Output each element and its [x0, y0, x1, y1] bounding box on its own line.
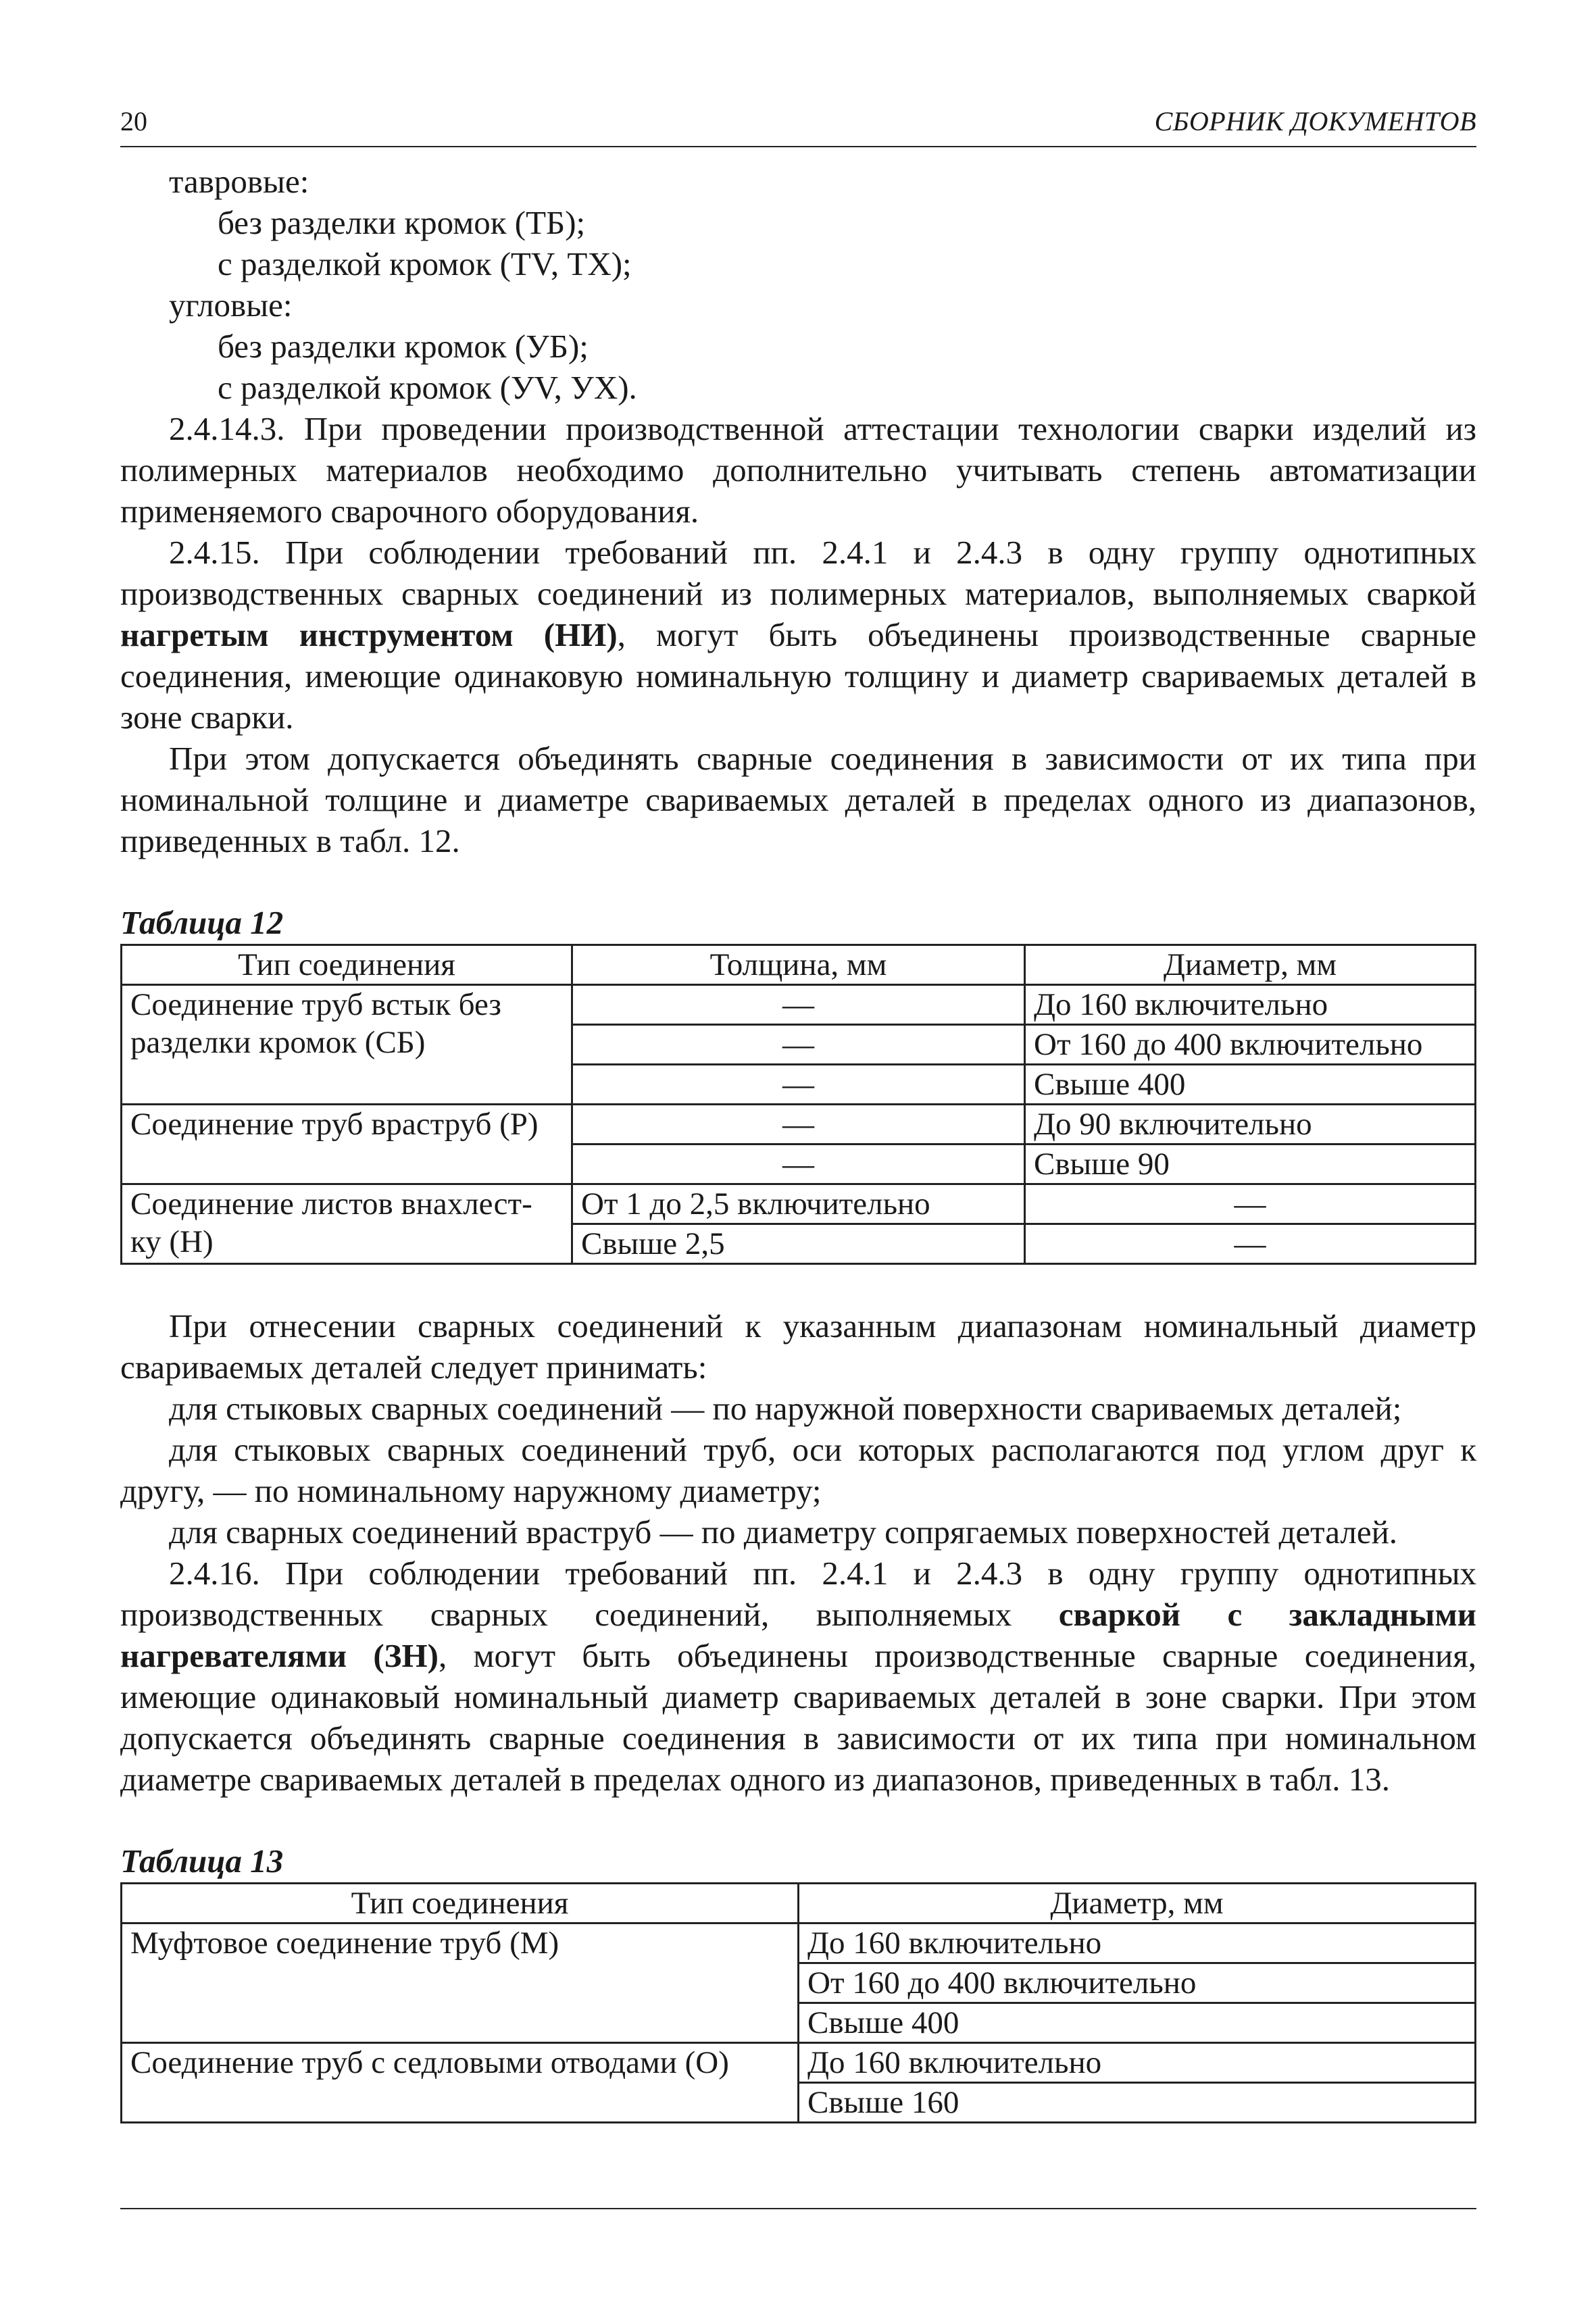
- page-body: [120, 161, 1476, 2123]
- table-13-caption: Таблица 13: [120, 1842, 284, 1880]
- diameter-cell: Свыше 400: [1025, 1065, 1476, 1105]
- list-item: с разделкой кромок (УV, УХ).: [218, 369, 637, 406]
- joint-type-cell: Муфтовое соединение труб (М): [122, 1923, 799, 2043]
- diameter-cell: Свыше 160: [799, 2083, 1476, 2123]
- paragraph-text: , могут быть объединены производственные сварные соединения, имеющие одинаковый номинальный диаметр свариваемых деталей в зоне сварки. При этом допускается объединять сварные соединения в зависимости от их типа при номинальном диаметре свариваемых деталей в пределах одного из диапазонов, приведенных в табл. 13.: [120, 1637, 1476, 1798]
- paragraph-2-4-14-3: 2.4.14.3. При проведении производственной аттестации технологии сварки изделий из полимерных материалов необходимо дополнительно учитывать степень автоматизации применяемого сварочного оборудования.: [120, 410, 1476, 530]
- column-header: Толщина, мм: [572, 945, 1025, 985]
- table-row: [122, 2043, 1476, 2083]
- diameter-cell: —: [1025, 1184, 1476, 1224]
- table-row: [122, 1184, 1476, 1224]
- bold-term: сваркой с закладными нагревателями (ЗН): [120, 1596, 1476, 1674]
- diameter-cell: До 160 включительно: [799, 1923, 1476, 1963]
- paragraph-butt-angle: для стыковых сварных соединений труб, оси которых располагаются под углом друг к другу, — по номинальному наружному диаметру;: [120, 1431, 1476, 1509]
- bold-term: нагретым инструментом (НИ): [120, 616, 618, 653]
- table-header-row: [122, 945, 1476, 985]
- column-header: Тип соединения: [122, 1884, 799, 1923]
- joint-type-cell: Соединение труб с седловыми отводами (О): [122, 2043, 799, 2123]
- thickness-cell: —: [572, 985, 1025, 1025]
- table-row: [122, 1105, 1476, 1145]
- thickness-cell: Свыше 2,5: [572, 1224, 1025, 1264]
- diameter-cell: До 160 включительно: [1025, 985, 1476, 1025]
- column-header: Тип соединения: [122, 945, 572, 985]
- table-header-row: [122, 1884, 1476, 1923]
- running-title: СБОРНИК ДОКУМЕНТОВ: [1154, 106, 1476, 136]
- thickness-cell: —: [572, 1065, 1025, 1105]
- diameter-cell: До 160 включительно: [799, 2043, 1476, 2083]
- list-item: угловые:: [169, 286, 293, 324]
- paragraph-2-4-16: [120, 1553, 1476, 1800]
- table-12-caption: Таблица 12: [120, 904, 284, 941]
- paragraph-socket: для сварных соединений враструб — по диаметру сопрягаемых поверхностей деталей.: [169, 1513, 1398, 1551]
- paragraph-butt: для стыковых сварных соединений — по наружной поверхности свариваемых деталей;: [169, 1390, 1402, 1427]
- paragraph-assign: При отнесении сварных соединений к указанным диапазонам номинальный диаметр свариваемых деталей следует принимать:: [120, 1307, 1476, 1386]
- list-item: тавровые:: [169, 163, 309, 200]
- table-13: [120, 1882, 1476, 2123]
- paragraph-text: 2.4.15. При соблюдении требований пп. 2.4.1 и 2.4.3 в одну группу однотипных производственных сварных соединений из полимерных материалов, выполняемых сваркой: [120, 534, 1476, 612]
- paragraph-text: , могут быть объединены производственные сварные соединения, имеющие одинаковую номинальную толщину и диаметр свариваемых деталей в зоне сварки.: [120, 616, 1476, 736]
- table-12: [120, 944, 1476, 1265]
- thickness-cell: —: [572, 1105, 1025, 1145]
- list-item: без разделки кромок (УБ);: [218, 328, 589, 365]
- paragraph-2-4-15: [120, 532, 1476, 738]
- table-row: [122, 1923, 1476, 1963]
- list-item: с разделкой кромок (ТV, ТХ);: [218, 245, 632, 282]
- thickness-cell: —: [572, 1145, 1025, 1184]
- diameter-cell: От 160 до 400 включительно: [799, 1963, 1476, 2003]
- table-row: [122, 985, 1476, 1025]
- page-number: 20: [120, 106, 147, 136]
- diameter-cell: Свыше 90: [1025, 1145, 1476, 1184]
- column-header: Диаметр, мм: [799, 1884, 1476, 1923]
- footer-rule: [120, 2208, 1476, 2209]
- joint-type-cell: Соединение труб встык без разделки кромок (СБ): [122, 985, 572, 1105]
- diameter-cell: До 90 включительно: [1025, 1105, 1476, 1145]
- thickness-cell: От 1 до 2,5 включительно: [572, 1184, 1025, 1224]
- list-item: без разделки кромок (ТБ);: [218, 204, 586, 241]
- diameter-cell: Свыше 400: [799, 2003, 1476, 2043]
- joint-type-cell: Соединение труб враструб (Р): [122, 1105, 572, 1184]
- paragraph-range-12: При этом допускается объединять сварные соединения в зависимости от их типа при номинальной толщине и диаметре свариваемых деталей в пределах одного из диапазонов, приведенных в табл. 12.: [120, 740, 1476, 859]
- diameter-cell: —: [1025, 1224, 1476, 1264]
- column-header: Диаметр, мм: [1025, 945, 1476, 985]
- diameter-cell: От 160 до 400 включительно: [1025, 1025, 1476, 1065]
- thickness-cell: —: [572, 1025, 1025, 1065]
- paragraph-text: 2.4.16. При соблюдении требований пп. 2.4.1 и 2.4.3 в одну группу однотипных производственных сварных соединений, выполняемых: [120, 1555, 1476, 1633]
- joint-type-cell: Соединение листов внахлест-ку (Н): [122, 1184, 572, 1264]
- page-header: [120, 107, 1476, 147]
